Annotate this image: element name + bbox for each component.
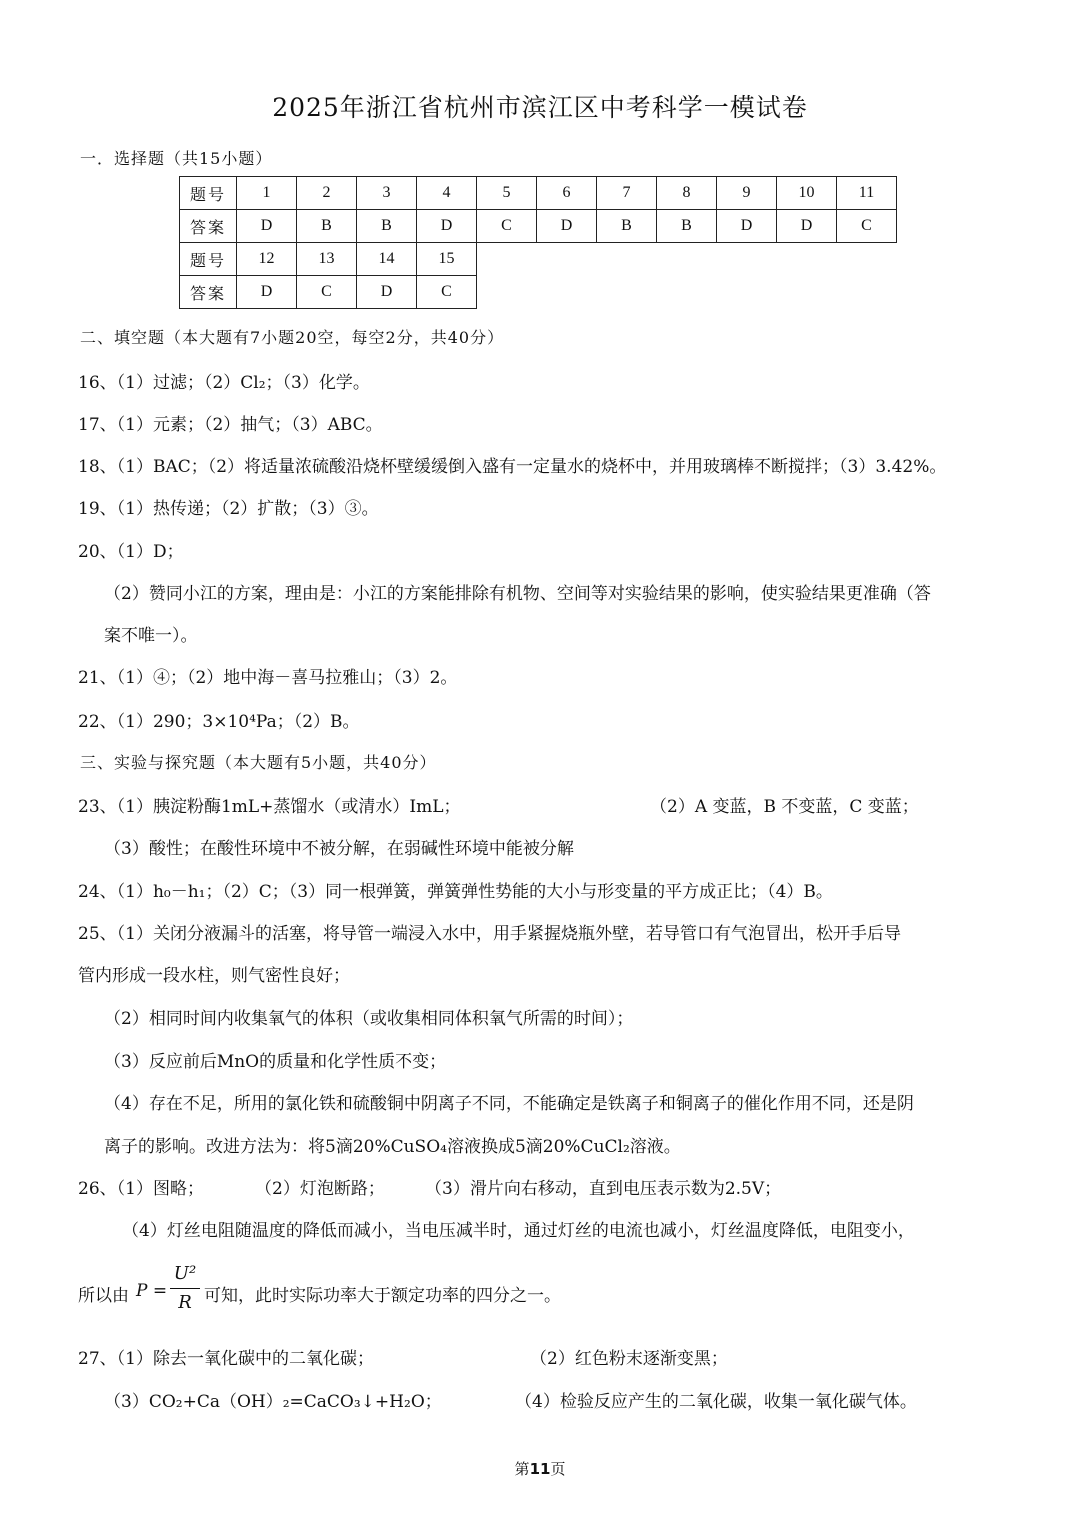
row-label-answer: 答案 [180, 276, 237, 309]
table-cell: 2 [297, 177, 357, 210]
answer-q18: 18、（1）BAC；（2）将适量浓硫酸沿烧杯壁缓缓倒入盛有一定量水的烧杯中，并用玻璃棒不断搅拌；（3）3.42%。 [78, 457, 947, 477]
page-number [0, 1458, 1080, 1479]
table-cell: 14 [357, 243, 417, 276]
table-cell: B [297, 210, 357, 243]
table-row [180, 276, 897, 309]
table-cell: C [837, 210, 897, 243]
table-cell: 6 [537, 177, 597, 210]
answer-q17: 17、（1）元素；（2）抽气；（3）ABC。 [78, 415, 383, 435]
table-cell: 4 [417, 177, 477, 210]
answer-q20-part2: （2）赞同小江的方案，理由是：小江的方案能排除有机物、空间等对实验结果的影响，使实验结果更准确（答 [104, 584, 931, 604]
table-cell: C [297, 276, 357, 309]
page-number-value: 11 [529, 1460, 551, 1478]
answer-q22: 22、（1）290；3×10⁴Pa；（2）B。 [78, 712, 360, 732]
table-cell: 7 [597, 177, 657, 210]
table-cell: C [477, 210, 537, 243]
formula-numerator: U² [173, 1263, 197, 1284]
table-cell: 8 [657, 177, 717, 210]
table-cell: 12 [237, 243, 297, 276]
page-suffix: 页 [550, 1460, 566, 1478]
table-blank [477, 243, 897, 276]
answer-table [179, 176, 897, 309]
section-3-heading: 三、实验与探究题（本大题有5小题，共40分） [80, 753, 437, 772]
table-cell: D [237, 210, 297, 243]
answer-q26-part2: （2）灯泡断路； [255, 1179, 385, 1199]
power-formula-fraction [170, 1262, 200, 1315]
row-label-question: 题号 [180, 243, 237, 276]
table-cell: 1 [237, 177, 297, 210]
table-cell: B [657, 210, 717, 243]
table-row [180, 243, 897, 276]
answer-q26-part1: 26、（1）图略； [78, 1179, 204, 1199]
page-prefix: 第 [514, 1460, 530, 1478]
table-cell: B [357, 210, 417, 243]
table-cell: 3 [357, 177, 417, 210]
table-cell: 15 [417, 243, 477, 276]
table-blank [477, 276, 897, 309]
section-1-heading: 一．选择题（共15小题） [80, 149, 273, 168]
answer-q25-part6: 离子的影响。改进方法为：将5滴20%CuSO₄溶液换成5滴20%CuCl₂溶液。 [104, 1137, 681, 1157]
table-cell: 9 [717, 177, 777, 210]
answer-q20-part1: 20、（1）D； [78, 542, 184, 562]
answer-q20-part3: 案不唯一）。 [104, 626, 198, 646]
table-cell: D [237, 276, 297, 309]
section-2-heading: 二、填空题（本大题有7小题20空，每空2分，共40分） [80, 328, 505, 347]
page-title: 2025年浙江省杭州市滨江区中考科学一模试卷 [272, 93, 808, 122]
answer-q25-part1: 25、（1）关闭分液漏斗的活塞，将导管一端浸入水中，用手紧握烧瓶外壁，若导管口有气泡冒出，松开手后导 [78, 924, 901, 944]
fraction-bar [170, 1288, 200, 1289]
table-cell: B [597, 210, 657, 243]
formula-lhs: P = [136, 1281, 168, 1301]
answer-q23-part2: （2）A 变蓝，B 不变蓝，C 变蓝； [650, 797, 919, 817]
table-row [180, 210, 897, 243]
table-cell: D [537, 210, 597, 243]
table-row [180, 177, 897, 210]
row-label-answer: 答案 [180, 210, 237, 243]
table-cell: C [417, 276, 477, 309]
answer-q26-part4: （4）灯丝电阻随温度的降低而减小，当电压减半时，通过灯丝的电流也减小，灯丝温度降低，电阻变小， [122, 1221, 915, 1241]
answer-q25-part4: （3）反应前后MnO的质量和化学性质不变； [104, 1052, 447, 1072]
answer-q26-text-pre: 所以由 [78, 1286, 129, 1306]
answer-q16: 16、（1）过滤；（2）Cl₂；（3）化学。 [78, 373, 370, 393]
answer-q23-part1: 23、（1）胰淀粉酶1mL+蒸馏水（或清水）ImL； [78, 797, 461, 817]
table-cell: D [717, 210, 777, 243]
answer-q27-part1: 27、（1）除去一氧化碳中的二氧化碳； [78, 1349, 374, 1369]
table-cell: 11 [837, 177, 897, 210]
answer-q27-part3: （3）CO₂+Ca（OH）₂=CaCO₃↓+H₂O； [104, 1392, 442, 1412]
table-cell: 13 [297, 243, 357, 276]
answer-q25-part3: （2）相同时间内收集氧气的体积（或收集相同体积氧气所需的时间）； [104, 1009, 634, 1029]
answer-q27-part2: （2）红色粉末逐渐变黑； [530, 1349, 728, 1369]
answer-q27-part4: （4）检验反应产生的二氧化碳，收集一氧化碳气体。 [515, 1392, 917, 1412]
table-cell: D [777, 210, 837, 243]
answer-q19: 19、（1）热传递；（2）扩散；（3）③。 [78, 499, 379, 519]
table-cell: 5 [477, 177, 537, 210]
answer-q26-part3: （3）滑片向右移动，直到电压表示数为2.5V； [425, 1179, 782, 1199]
row-label-question: 题号 [180, 177, 237, 210]
table-cell: 10 [777, 177, 837, 210]
answer-q25-part2: 管内形成一段水柱，则气密性良好； [78, 966, 350, 986]
table-cell: D [417, 210, 477, 243]
answer-q23-part3: （3）酸性；在酸性环境中不被分解，在弱碱性环境中能被分解 [104, 839, 574, 859]
answer-q21: 21、（1）④；（2）地中海－喜马拉雅山；（3）2。 [78, 668, 458, 688]
answer-q26-text-post: 可知，此时实际功率大于额定功率的四分之一。 [204, 1286, 561, 1306]
table-cell: D [357, 276, 417, 309]
answer-q25-part5: （4）存在不足，所用的氯化铁和硫酸铜中阴离子不同，不能确定是铁离子和铜离子的催化作用不同，还是阴 [104, 1094, 914, 1114]
formula-denominator: R [178, 1292, 192, 1313]
answer-q24: 24、（1）h₀－h₁；（2）C；（3）同一根弹簧，弹簧弹性势能的大小与形变量的平方成正比；（4）B。 [78, 882, 833, 902]
